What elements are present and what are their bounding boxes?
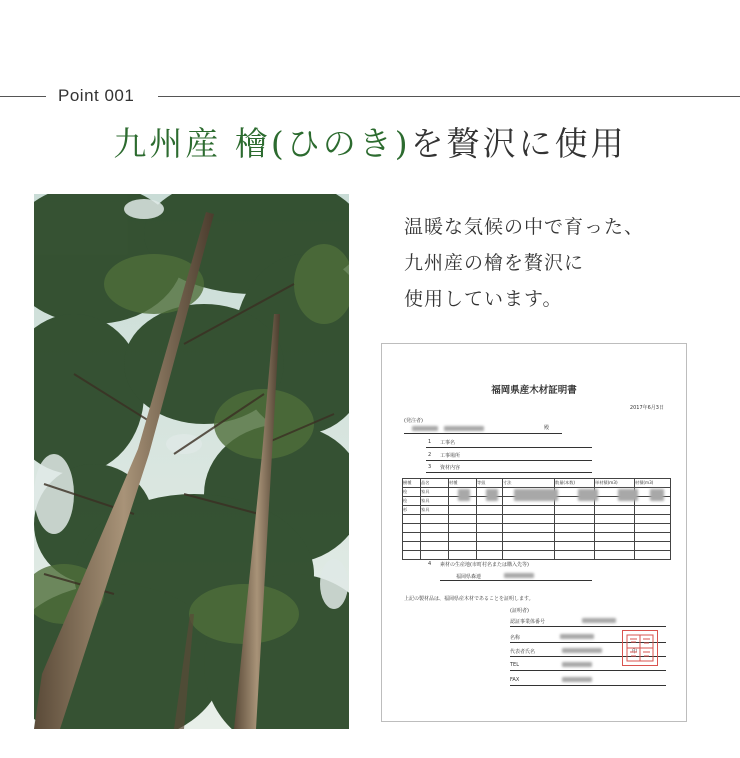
lead-line: 九州産の檜を贅沢に [404,252,585,274]
item-number: 1 [428,439,432,445]
table-row [403,551,671,560]
rule [510,626,666,627]
divider-right [158,96,740,97]
table-cell: 家具 [421,497,449,506]
point-label: Point 001 [58,86,135,105]
divider-left [0,96,46,97]
section-heading [0,120,740,168]
redacted-text [650,489,664,501]
seal-mark: 印 [632,649,638,655]
table-cell: 杉 [403,506,421,515]
table-row [403,533,671,542]
redacted-text [562,648,602,653]
table-cell [555,506,595,515]
rule [426,472,592,473]
item-number: 2 [428,452,432,458]
redacted-text [582,618,616,623]
rule [404,433,562,434]
tree-photo [34,194,349,729]
point-header [0,85,740,107]
table-row [403,515,671,524]
table-header-cell: 品名 [421,479,449,488]
redacted-text [562,677,592,682]
heading-highlight: 九州産 檜(ひのき) [113,124,411,163]
redacted-text [560,634,594,639]
table-header-cell: 材積(m3) [635,479,671,488]
lead-text [404,209,724,317]
table-row [403,542,671,551]
redacted-text [618,489,638,501]
item-label: 工事場所 [440,453,461,459]
tree-illustration [34,194,349,729]
rule [426,447,592,448]
rule [510,670,666,671]
timber-certificate [381,343,687,722]
table-header-cell: 等級 [477,479,503,488]
table-cell [595,506,635,515]
certifier-field-label: 代表者氏名 [510,649,536,655]
table-cell: 家具 [421,488,449,497]
heading-rest: を贅沢に使用 [410,124,627,163]
certifier-field-label: 名称 [510,635,521,641]
item-label: 素材の生産地(市町村名または購入先等) [440,562,529,568]
seal-icon [623,631,657,665]
rule [440,580,592,581]
table-row [403,524,671,533]
item-number: 4 [428,561,432,567]
certifier-field-label: 認証事業体番号 [510,619,546,625]
table-cell [477,506,503,515]
certificate-title: 福岡県産木材証明書 [491,385,577,396]
table-cell [635,506,671,515]
certificate-statement: 上記の製材品は、福岡県産木材であることを証明します。 [404,596,534,602]
item-label: 資材内容 [440,465,461,471]
table-cell: 桧 [403,488,421,497]
rule [510,685,666,686]
table-cell [449,506,477,515]
table-cell: 家具 [421,506,449,515]
table-header-cell: 数量(本数) [555,479,595,488]
certifier-field-label: FAX [510,677,520,683]
item-label: 工事名 [440,440,456,446]
addressee-suffix: 殿 [544,425,550,431]
redacted-text [578,489,598,501]
lead-line: 温暖な気候の中で育った、 [404,216,645,238]
certifier-label: (証明者) [510,608,529,614]
table-header-cell: 材種 [449,479,477,488]
table-header-cell: 寸法 [503,479,555,488]
item-number: 3 [428,464,432,470]
lead-line: 使用しています。 [404,288,563,310]
certifier-field-label: TEL [510,662,519,668]
origin-value: 福岡県森連 [456,574,482,580]
certificate-date: 2017年6月3日 [629,405,664,411]
issuer-label: (発注者) [404,418,423,424]
table-header-cell: 樹種 [403,479,421,488]
table-header-cell: 単材積(m3) [595,479,635,488]
rule [426,460,592,461]
red-seal-stamp [622,630,658,666]
table-cell: 桧 [403,497,421,506]
redacted-text [412,426,438,431]
redacted-text [486,489,498,501]
table-header-row [403,479,671,488]
table-row [403,506,671,515]
table-cell [503,506,555,515]
redacted-text [458,489,470,501]
redacted-text [514,489,558,501]
redacted-text [504,573,534,578]
redacted-text [562,662,592,667]
redacted-text [444,426,484,431]
